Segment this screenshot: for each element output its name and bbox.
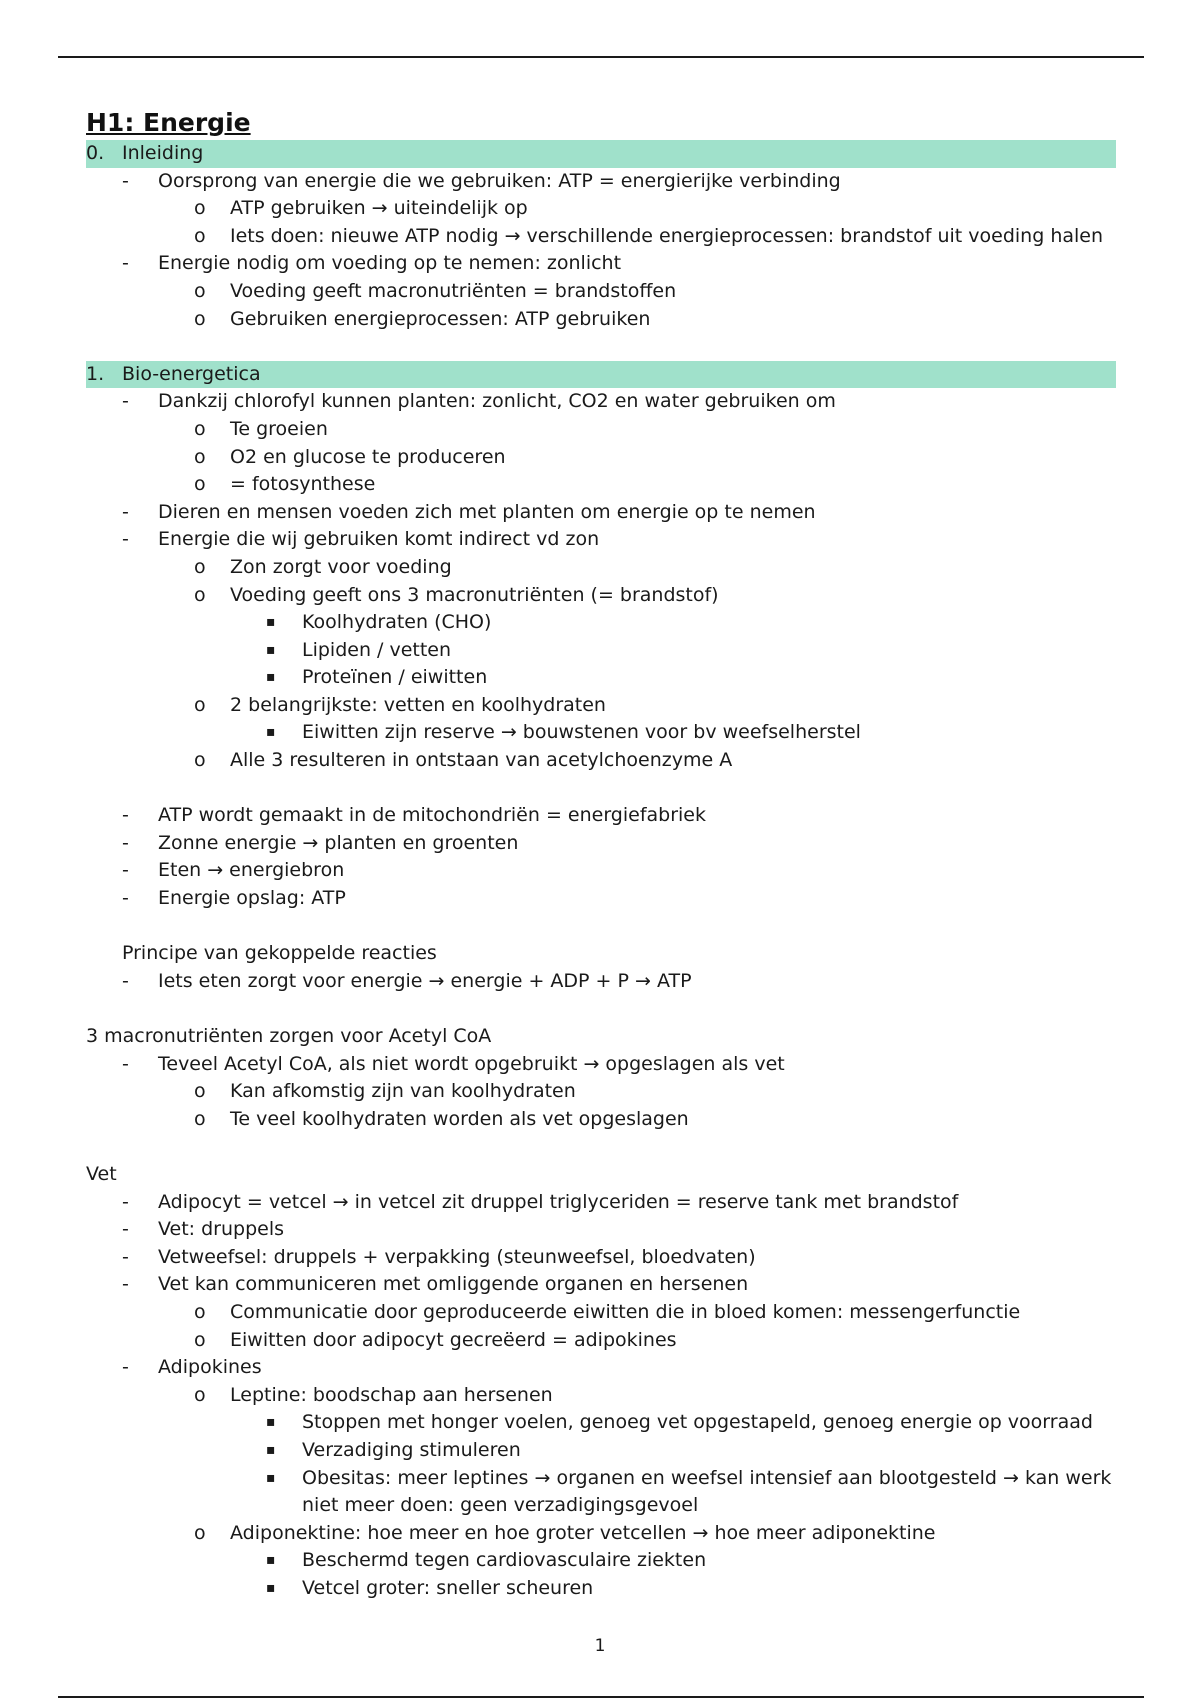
dash-bullet-icon: - (122, 859, 129, 882)
item-text: Lipiden / vetten (302, 638, 452, 661)
item-text: 3 macronutriënten zorgen voor Acetyl CoA (86, 1025, 492, 1047)
item-text: Voeding geeft ons 3 macronutriënten (= brandstof) (230, 583, 719, 606)
list-item (86, 802, 1116, 830)
dash-bullet-icon: - (122, 1273, 129, 1296)
list-item (86, 1023, 1116, 1051)
list-item (86, 1520, 1116, 1548)
dash-bullet-icon: - (122, 390, 129, 413)
item-text: Alle 3 resulteren in ontstaan van acetylchoenzyme A (230, 749, 733, 772)
dash-bullet-icon: - (122, 500, 129, 523)
list-item (86, 554, 1116, 582)
item-text: Energie die wij gebruiken komt indirect vd zon (158, 528, 600, 551)
section-number: 0. (86, 142, 105, 164)
item-text: Adipocyt = vetcel → in vetcel zit druppel triglyceriden = reserve tank met brandstof (158, 1190, 959, 1213)
circle-bullet-icon: o (194, 445, 206, 468)
list-item (86, 223, 1116, 251)
dash-bullet-icon: - (122, 804, 129, 827)
item-text: Dankzij chlorofyl kunnen planten: zonlicht, CO2 en water gebruiken om (158, 390, 836, 413)
item-text: Communicatie door geproduceerde eiwitten die in bloed komen: messengerfunctie (230, 1300, 1021, 1323)
circle-bullet-icon: o (194, 1383, 206, 1406)
circle-bullet-icon: o (194, 1328, 206, 1351)
document-body (86, 106, 1116, 1602)
item-text: Zonne energie → planten en groenten (158, 831, 519, 854)
dash-bullet-icon: - (122, 1218, 129, 1241)
footer-rule (58, 1696, 1144, 1698)
list-item (86, 1409, 1116, 1437)
square-bullet-icon: ▪ (266, 1441, 276, 1458)
blank-line (86, 333, 1116, 361)
section-heading (86, 140, 1116, 168)
item-text: Gebruiken energieprocessen: ATP gebruiken (230, 307, 651, 330)
section-title: Bio-energetica (122, 362, 261, 385)
item-text: Energie opslag: ATP (158, 887, 346, 910)
square-bullet-icon: ▪ (266, 669, 276, 686)
circle-bullet-icon: o (194, 555, 206, 578)
section-title: Inleiding (122, 142, 204, 164)
blank-line (86, 995, 1116, 1023)
item-text: Te groeien (230, 417, 328, 440)
item-text: niet meer doen: geen verzadigingsgevoel (302, 1494, 699, 1517)
list-item (86, 168, 1116, 196)
blank-line (86, 913, 1116, 941)
circle-bullet-icon: o (194, 1080, 206, 1103)
list-item (86, 278, 1116, 306)
item-text: Zon zorgt voor voeding (230, 555, 452, 578)
list-item (86, 250, 1116, 278)
list-item (86, 1465, 1116, 1493)
item-text: Obesitas: meer leptines → organen en weefsel intensief aan blootgesteld → kan werk (302, 1466, 1112, 1489)
dash-bullet-icon: - (122, 831, 129, 854)
item-text: Teveel Acetyl CoA, als niet wordt opgebruikt → opgeslagen als vet (158, 1052, 785, 1075)
list-item (86, 940, 1116, 968)
circle-bullet-icon: o (194, 417, 206, 440)
list-item (86, 416, 1116, 444)
list-item (86, 692, 1116, 720)
item-text: Oorsprong van energie die we gebruiken: ATP = energierijke verbinding (158, 169, 841, 192)
circle-bullet-icon: o (194, 1521, 206, 1544)
square-bullet-icon: ▪ (266, 1579, 276, 1596)
list-item (86, 968, 1116, 996)
item-text: Beschermd tegen cardiovasculaire ziekten (302, 1549, 707, 1572)
blank-line (86, 1133, 1116, 1161)
dash-bullet-icon: - (122, 252, 129, 275)
dash-bullet-icon: - (122, 1052, 129, 1075)
list-item (86, 1492, 1116, 1520)
dash-bullet-icon: - (122, 1190, 129, 1213)
item-text: Vet (86, 1162, 117, 1185)
list-item (86, 1051, 1116, 1079)
circle-bullet-icon: o (194, 1300, 206, 1323)
square-bullet-icon: ▪ (266, 1552, 276, 1569)
list-item (86, 885, 1116, 913)
item-text: Vet kan communiceren met omliggende organen en hersenen (158, 1273, 749, 1296)
list-item (86, 195, 1116, 223)
circle-bullet-icon: o (194, 749, 206, 772)
list-item (86, 1354, 1116, 1382)
circle-bullet-icon: o (194, 473, 206, 496)
item-text: Leptine: boodschap aan hersenen (230, 1383, 553, 1406)
circle-bullet-icon: o (194, 307, 206, 330)
list-item (86, 471, 1116, 499)
item-text: Iets eten zorgt voor energie → energie + ADP + P → ATP (158, 969, 692, 992)
dash-bullet-icon: - (122, 169, 129, 192)
page-number: 1 (594, 1636, 606, 1656)
outline-list (86, 140, 1116, 1602)
item-text: Eiwitten zijn reserve → bouwstenen voor bv weefselherstel (302, 721, 861, 744)
list-item (86, 1437, 1116, 1465)
item-text: Vetweefsel: druppels + verpakking (steunweefsel, bloedvaten) (158, 1245, 756, 1268)
circle-bullet-icon: o (194, 1107, 206, 1130)
item-text: ATP wordt gemaakt in de mitochondriën = energiefabriek (158, 804, 707, 827)
list-item (86, 306, 1116, 334)
circle-bullet-icon: o (194, 583, 206, 606)
list-item (86, 1299, 1116, 1327)
item-text: = fotosynthese (230, 473, 376, 496)
item-text: O2 en glucose te produceren (230, 445, 506, 468)
header-rule (58, 56, 1144, 58)
list-item (86, 1216, 1116, 1244)
item-text: Principe van gekoppelde reacties (122, 942, 437, 965)
circle-bullet-icon: o (194, 224, 206, 247)
list-item (86, 1547, 1116, 1575)
square-bullet-icon: ▪ (266, 724, 276, 741)
item-text: Energie nodig om voeding op te nemen: zonlicht (158, 252, 622, 275)
square-bullet-icon: ▪ (266, 614, 276, 631)
list-item (86, 1271, 1116, 1299)
dash-bullet-icon: - (122, 887, 129, 910)
square-bullet-icon: ▪ (266, 1469, 276, 1486)
list-item (86, 1575, 1116, 1603)
list-item (86, 582, 1116, 610)
circle-bullet-icon: o (194, 197, 206, 220)
item-text: Eten → energiebron (158, 859, 345, 882)
list-item (86, 609, 1116, 637)
blank-line (86, 775, 1116, 803)
dash-bullet-icon: - (122, 528, 129, 551)
page-title: H1: Energie (86, 108, 251, 137)
item-text: Eiwitten door adipocyt gecreëerd = adipokines (230, 1328, 677, 1351)
item-text: Proteïnen / eiwitten (302, 666, 488, 689)
item-text: Vetcel groter: sneller scheuren (302, 1576, 594, 1599)
list-item (86, 1244, 1116, 1272)
item-text: Dieren en mensen voeden zich met planten om energie op te nemen (158, 500, 816, 523)
item-text: Te veel koolhydraten worden als vet opgeslagen (230, 1107, 689, 1130)
item-text: Koolhydraten (CHO) (302, 611, 492, 634)
dash-bullet-icon: - (122, 969, 129, 992)
item-text: Kan afkomstig zijn van koolhydraten (230, 1080, 576, 1103)
item-text: Adiponektine: hoe meer en hoe groter vetcellen → hoe meer adiponektine (230, 1521, 936, 1544)
item-text: Vet: druppels (158, 1218, 285, 1241)
list-item (86, 1078, 1116, 1106)
list-item (86, 444, 1116, 472)
list-item (86, 637, 1116, 665)
item-text: ATP gebruiken → uiteindelijk op (230, 197, 528, 220)
item-text: Voeding geeft macronutriënten = brandstoffen (230, 279, 677, 302)
list-item (86, 388, 1116, 416)
item-text: Adipokines (158, 1356, 262, 1379)
list-item (86, 747, 1116, 775)
item-text: Iets doen: nieuwe ATP nodig → verschillende energieprocessen: brandstof uit voeding halen (230, 224, 1104, 247)
item-text: Verzadiging stimuleren (302, 1438, 521, 1461)
list-item (86, 1106, 1116, 1134)
dash-bullet-icon: - (122, 1356, 129, 1379)
square-bullet-icon: ▪ (266, 1414, 276, 1431)
section-heading (86, 361, 1116, 389)
item-text: 2 belangrijkste: vetten en koolhydraten (230, 693, 606, 716)
item-text: Stoppen met honger voelen, genoeg vet opgestapeld, genoeg energie op voorraad (302, 1411, 1093, 1434)
list-item (86, 830, 1116, 858)
circle-bullet-icon: o (194, 279, 206, 302)
square-bullet-icon: ▪ (266, 641, 276, 658)
section-number: 1. (86, 362, 105, 385)
list-item (86, 857, 1116, 885)
list-item (86, 499, 1116, 527)
list-item (86, 664, 1116, 692)
dash-bullet-icon: - (122, 1245, 129, 1268)
circle-bullet-icon: o (194, 693, 206, 716)
list-item (86, 1189, 1116, 1217)
list-item (86, 1382, 1116, 1410)
list-item (86, 526, 1116, 554)
list-item (86, 1327, 1116, 1355)
list-item (86, 719, 1116, 747)
list-item (86, 1161, 1116, 1189)
